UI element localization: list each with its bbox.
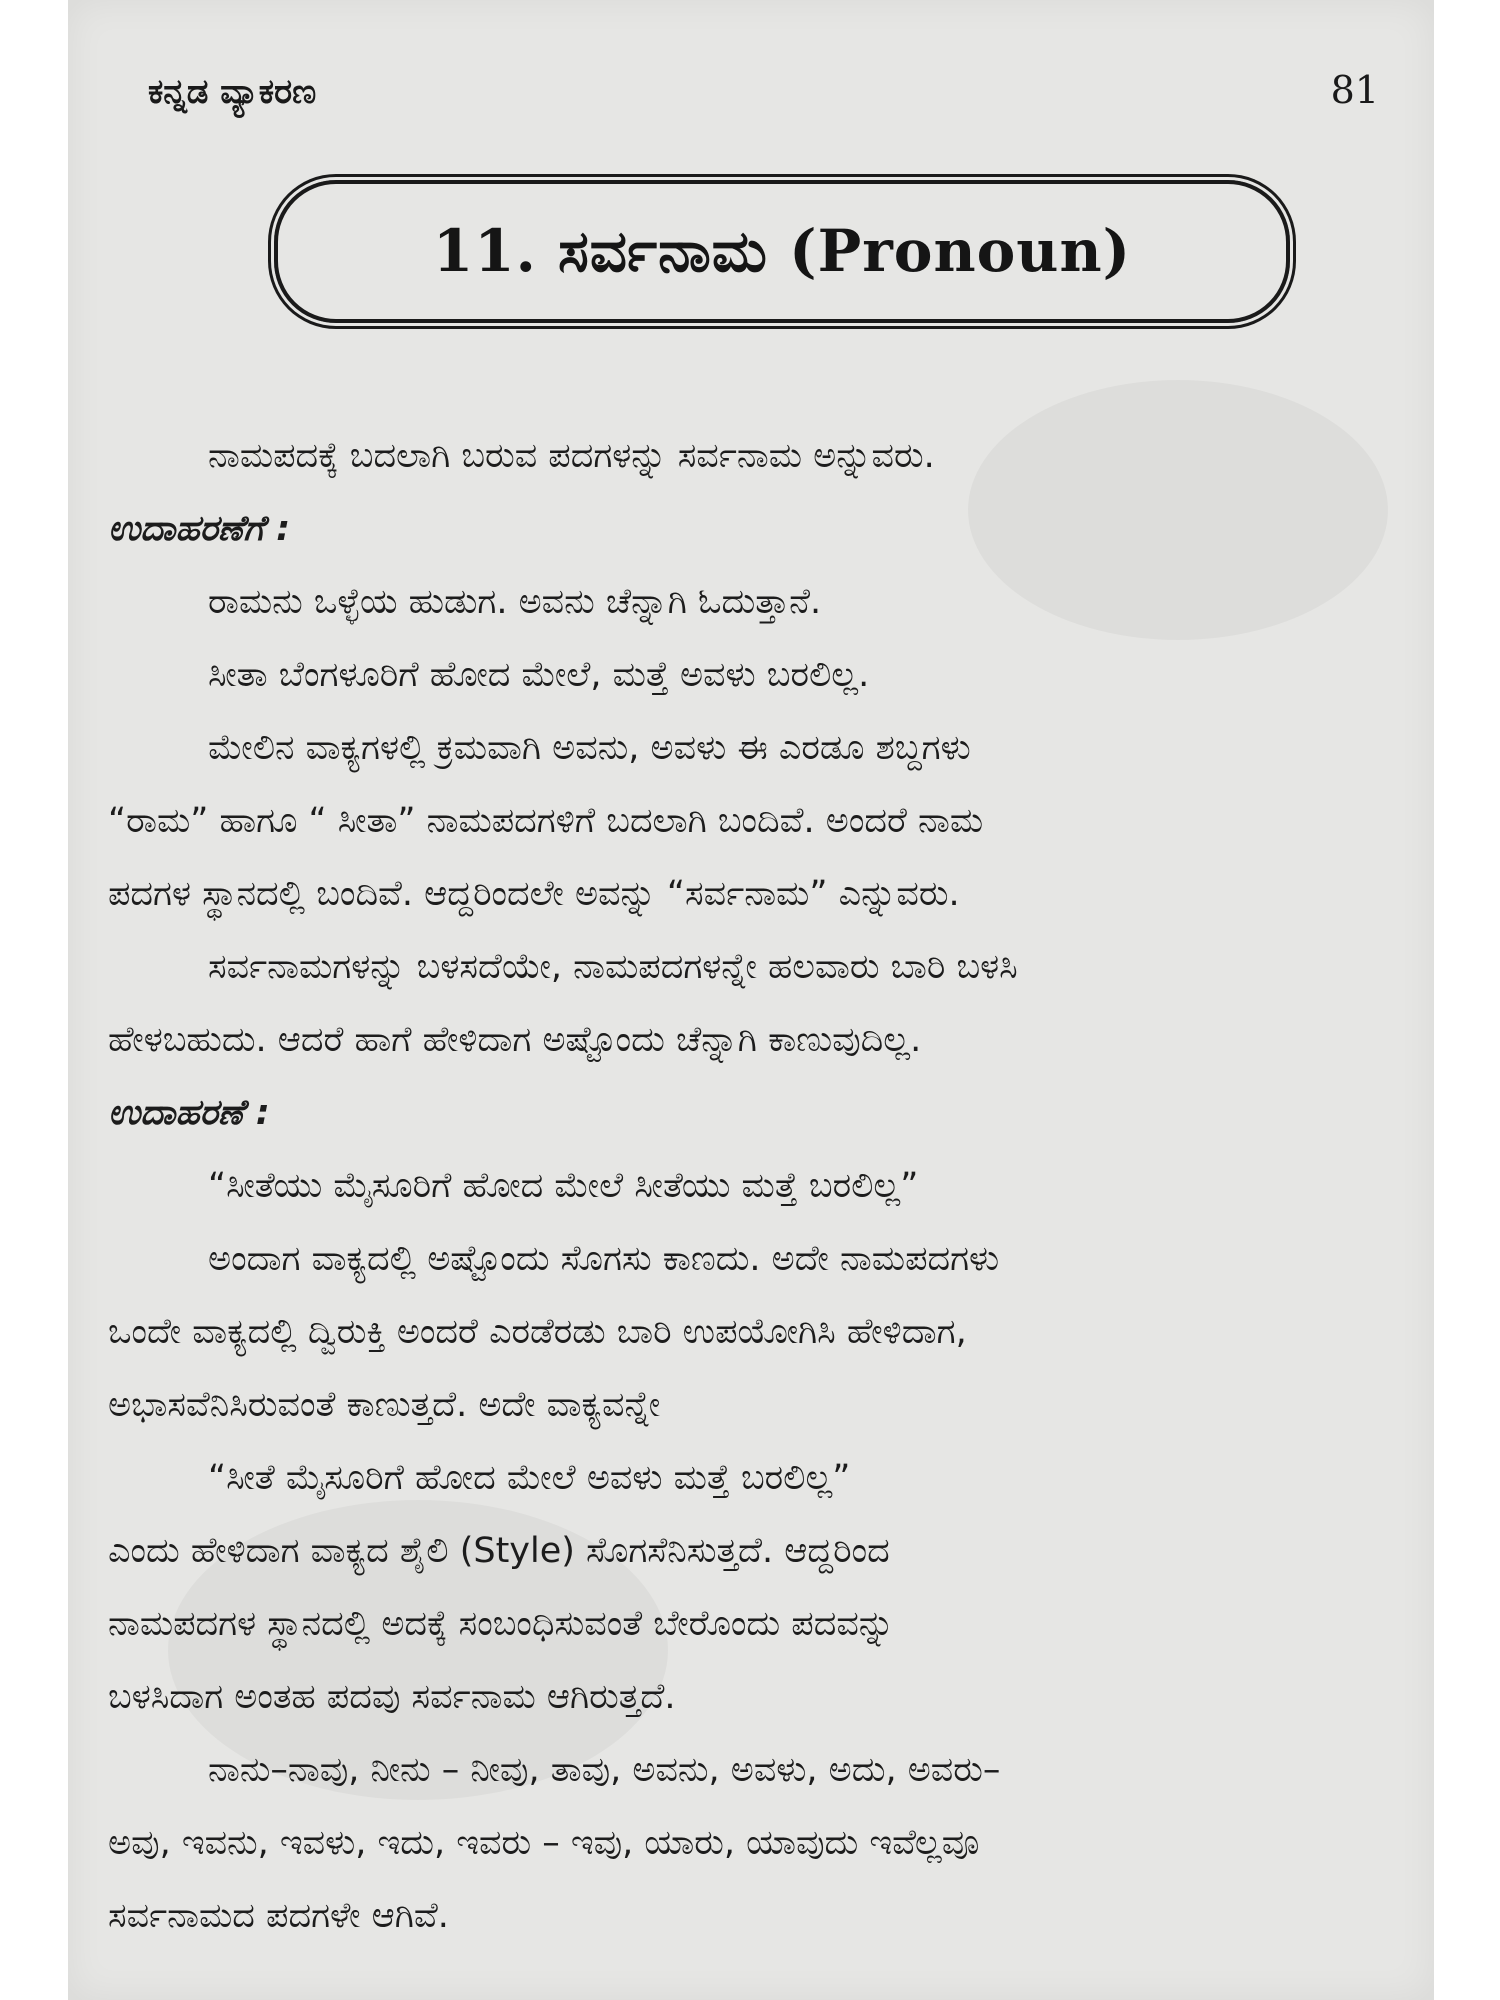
paragraph-line: ಸರ್ವನಾಮಗಳನ್ನು ಬಳಸದೆಯೇ, ನಾಮಪದಗಳನ್ನೇ ಹಲವಾರು ಬಾರಿ ಬಳಸಿ	[208, 947, 1018, 987]
running-title: ಕನ್ನಡ ವ್ಯಾಕರಣ	[148, 72, 317, 112]
paragraph-line: ಮೇಲಿನ ವಾಕ್ಯಗಳಲ್ಲಿ ಕ್ರಮವಾಗಿ ಅವನು, ಅವಳು ಈ ಎರಡೂ ಶಬ್ದಗಳು	[208, 728, 971, 768]
chapter-title: 11. ಸರ್ವನಾಮ (Pronoun)	[432, 217, 1132, 285]
example-sentence: ಸೀತಾ ಬೆಂಗಳೂರಿಗೆ ಹೋದ ಮೇಲೆ, ಮತ್ತೆ ಅವಳು ಬರಲಿಲ್ಲ.	[208, 655, 870, 695]
paragraph-line: ನಾಮಪದಗಳ ಸ್ಥಾನದಲ್ಲಿ ಅದಕ್ಕೆ ಸಂಬಂಧಿಸುವಂತೆ ಬೇರೊಂದು ಪದವನ್ನು	[108, 1604, 895, 1644]
paragraph-line: ನಾನು–ನಾವು, ನೀನು – ನೀವು, ತಾವು, ಅವನು, ಅವಳು, ಅದು, ಅವರು–	[208, 1750, 1001, 1790]
body-text	[108, 420, 1398, 1953]
quoted-sentence: “ಸೀತೆ ಮೈಸೂರಿಗೆ ಹೋದ ಮೇಲೆ ಅವಳು ಮತ್ತೆ ಬರಲಿಲ್ಲ”	[208, 1458, 851, 1498]
paragraph-line: ಅವು, ಇವನು, ಇವಳು, ಇದು, ಇವರು – ಇವು, ಯಾರು, ಯಾವುದು ಇವೆಲ್ಲವೂ	[108, 1823, 980, 1863]
paragraph-line: ಎಂದು ಹೇಳಿದಾಗ ವಾಕ್ಯದ ಶೈಲಿ (Style) ಸೊಗಸೆನಿಸುತ್ತದೆ. ಆದ್ದರಿಂದ	[108, 1531, 890, 1571]
example-label: ಉದಾಹರಣೆಗೆ :	[108, 509, 291, 549]
paragraph-line: ಹೇಳಬಹುದು. ಆದರೆ ಹಾಗೆ ಹೇಳಿದಾಗ ಅಷ್ಟೊಂದು ಚೆನ್ನಾಗಿ ಕಾಣುವುದಿಲ್ಲ.	[108, 1020, 922, 1060]
paragraph-line: ಅಭಾಸವೆನಿಸಿರುವಂತೆ ಕಾಣುತ್ತದೆ. ಅದೇ ವಾಕ್ಯವನ್ನೇ	[108, 1385, 661, 1425]
paragraph-line: “ರಾಮ” ಹಾಗೂ “ ಸೀತಾ” ನಾಮಪದಗಳಿಗೆ ಬದಲಾಗಿ ಬಂದಿವೆ. ಅಂದರೆ ನಾಮ	[108, 801, 984, 841]
paragraph-line: ಬಳಸಿದಾಗ ಅಂತಹ ಪದವು ಸರ್ವನಾಮ ಆಗಿರುತ್ತದೆ.	[108, 1677, 676, 1717]
page-number: 81	[1330, 68, 1379, 112]
paragraph-line: ಸರ್ವನಾಮದ ಪದಗಳೇ ಆಗಿವೆ.	[108, 1896, 449, 1936]
paragraph-line: ಅಂದಾಗ ವಾಕ್ಯದಲ್ಲಿ ಅಷ್ಟೊಂದು ಸೊಗಸು ಕಾಣದು. ಅದೇ ನಾಮಪದಗಳು	[208, 1239, 1000, 1279]
paragraph-line: ಒಂದೇ ವಾಕ್ಯದಲ್ಲಿ ದ್ವಿರುಕ್ತಿ ಅಂದರೆ ಎರಡೆರಡು ಬಾರಿ ಉಪಯೋಗಿಸಿ ಹೇಳಿದಾಗ,	[108, 1312, 967, 1352]
paragraph-line: ಪದಗಳ ಸ್ಥಾನದಲ್ಲಿ ಬಂದಿವೆ. ಆದ್ದರಿಂದಲೇ ಅವನ್ನು “ಸರ್ವನಾಮ” ಎನ್ನುವರು.	[108, 874, 960, 914]
example-label: ಉದಾಹರಣೆ :	[108, 1093, 270, 1133]
page-header	[108, 68, 1379, 118]
paragraph-line: ನಾಮಪದಕ್ಕೆ ಬದಲಾಗಿ ಬರುವ ಪದಗಳನ್ನು ಸರ್ವನಾಮ ಅನ್ನುವರು.	[208, 436, 935, 476]
example-sentence: ರಾಮನು ಒಳ್ಳೆಯ ಹುಡುಗ. ಅವನು ಚೆನ್ನಾಗಿ ಓದುತ್ತಾನೆ.	[208, 582, 822, 622]
quoted-sentence: “ಸೀತೆಯು ಮೈಸೂರಿಗೆ ಹೋದ ಮೇಲೆ ಸೀತೆಯು ಮತ್ತೆ ಬರಲಿಲ್ಲ”	[208, 1166, 919, 1206]
book-page	[68, 0, 1434, 2000]
chapter-title-frame	[274, 180, 1290, 323]
